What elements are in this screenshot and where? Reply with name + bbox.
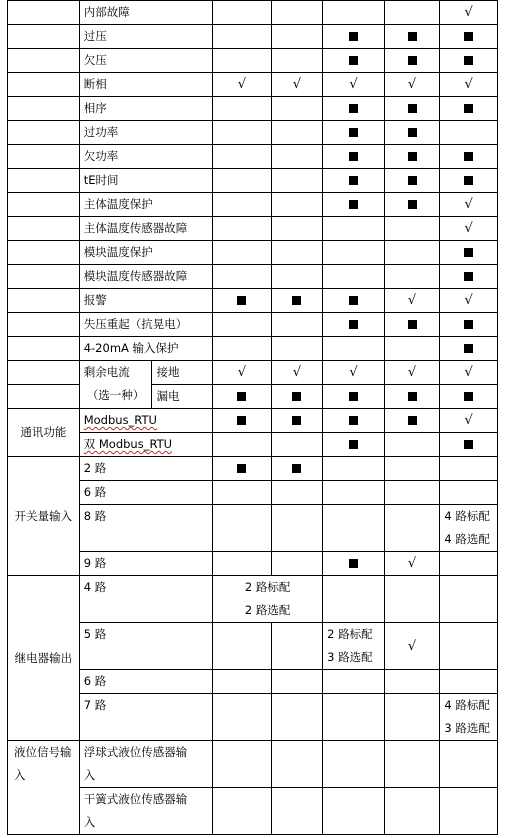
checkmark-icon: √	[407, 77, 417, 92]
filled-square-icon	[408, 152, 417, 161]
checkmark-icon: √	[407, 556, 417, 571]
note-cell: 4 路标配 4 路选配	[440, 505, 498, 552]
residual-label: 剩余电流 （选一种）	[79, 361, 152, 409]
checkmark-icon: √	[407, 638, 417, 654]
filled-square-icon	[408, 416, 417, 425]
mark-cell	[271, 169, 323, 193]
mark-cell	[440, 241, 498, 265]
filled-square-icon	[464, 152, 473, 161]
mark-cell	[323, 552, 385, 576]
row-label: 7 路	[79, 694, 212, 741]
mark-cell	[384, 121, 440, 145]
table-row	[8, 25, 498, 49]
mark-cell	[384, 505, 440, 552]
category-cell-empty	[8, 145, 80, 169]
mark-cell	[440, 217, 498, 241]
mark-cell	[440, 552, 498, 576]
table-row	[8, 49, 498, 73]
mark-cell	[213, 193, 272, 217]
mark-cell	[213, 433, 272, 457]
table-row	[8, 313, 498, 337]
table-row	[8, 97, 498, 121]
mark-cell	[271, 741, 323, 788]
mark-cell	[213, 289, 272, 313]
row-label: 干簧式液位传感器输 入	[79, 788, 212, 835]
filled-square-icon	[408, 392, 417, 401]
level-input-rows	[8, 741, 498, 835]
mark-cell	[213, 241, 272, 265]
mark-cell	[271, 788, 323, 835]
mark-cell	[213, 481, 272, 505]
table-row	[8, 217, 498, 241]
note-cell: 4 路标配 3 路选配	[440, 694, 498, 741]
mark-cell	[213, 121, 272, 145]
mark-cell	[323, 217, 385, 241]
filled-square-icon	[464, 176, 473, 185]
filled-square-icon	[292, 416, 301, 425]
filled-square-icon	[464, 392, 473, 401]
mark-cell	[213, 552, 272, 576]
row-label: 主体温度保护	[79, 193, 212, 217]
mark-cell	[213, 313, 272, 337]
mark-cell	[384, 169, 440, 193]
mark-cell	[323, 433, 385, 457]
mark-cell	[213, 265, 272, 289]
table-row	[8, 433, 498, 457]
table-row	[8, 265, 498, 289]
category-cell-empty	[8, 361, 80, 385]
mark-cell	[384, 623, 440, 670]
row-label: 断相	[79, 73, 212, 97]
residual-current-rows	[8, 361, 498, 409]
table-row	[8, 1, 498, 25]
mark-cell	[271, 241, 323, 265]
mark-cell	[440, 576, 498, 623]
mark-cell	[384, 289, 440, 313]
mark-cell	[271, 623, 323, 670]
mark-cell	[323, 670, 385, 694]
mark-cell	[213, 385, 272, 409]
checkmark-icon: √	[464, 5, 473, 20]
mark-cell	[384, 694, 440, 741]
row-label: 过功率	[79, 121, 212, 145]
filled-square-icon	[408, 128, 417, 137]
note-cell: 2 路标配 2 路选配	[213, 576, 323, 623]
mark-cell	[323, 481, 385, 505]
mark-cell	[323, 169, 385, 193]
checkmark-icon: √	[237, 77, 246, 92]
category-cell-empty	[8, 121, 80, 145]
mark-cell	[384, 385, 440, 409]
row-label: 模块温度保护	[79, 241, 212, 265]
filled-square-icon	[349, 200, 358, 209]
mark-cell	[323, 313, 385, 337]
category-cell-empty	[8, 193, 80, 217]
filled-square-icon	[349, 152, 358, 161]
mark-cell	[323, 788, 385, 835]
filled-square-icon	[408, 32, 417, 41]
row-label: 2 路	[79, 457, 212, 481]
category-cell-empty	[8, 385, 80, 409]
mark-cell	[384, 73, 440, 97]
filled-square-icon	[408, 176, 417, 185]
mark-cell	[323, 73, 385, 97]
row-label: 主体温度传感器故障	[79, 217, 212, 241]
table-row	[8, 576, 498, 623]
table-row	[8, 145, 498, 169]
mark-cell	[213, 457, 272, 481]
table-row	[8, 481, 498, 505]
mark-cell	[440, 25, 498, 49]
mark-cell	[271, 385, 323, 409]
checkmark-icon: √	[464, 413, 473, 428]
filled-square-icon	[237, 416, 246, 425]
switch-input-rows	[8, 457, 498, 576]
category-cell-empty	[8, 313, 80, 337]
mark-cell	[440, 788, 498, 835]
filled-square-icon	[464, 344, 473, 353]
mark-cell	[440, 145, 498, 169]
filled-square-icon	[349, 559, 358, 568]
mark-cell	[323, 505, 385, 552]
filled-square-icon	[237, 464, 246, 473]
filled-square-icon	[349, 320, 358, 329]
category-level-input: 液位信号输入	[8, 741, 80, 835]
filled-square-icon	[237, 296, 246, 305]
mark-cell	[323, 289, 385, 313]
row-label: 6 路	[79, 481, 212, 505]
mark-cell	[384, 145, 440, 169]
row-label: 欠功率	[79, 145, 212, 169]
residual-sub-label: 漏电	[152, 385, 213, 409]
row-label: 失压重起（抗晃电）	[79, 313, 212, 337]
table-row	[8, 694, 498, 741]
mark-cell	[213, 49, 272, 73]
mark-cell	[323, 25, 385, 49]
mark-cell	[384, 97, 440, 121]
filled-square-icon	[349, 56, 358, 65]
mark-cell	[440, 361, 498, 385]
mark-cell	[440, 337, 498, 361]
mark-cell	[384, 552, 440, 576]
mark-cell	[440, 623, 498, 670]
mark-cell	[271, 313, 323, 337]
filled-square-icon	[464, 272, 473, 281]
mark-cell	[440, 670, 498, 694]
mark-cell	[271, 361, 323, 385]
mark-cell	[271, 25, 323, 49]
mark-cell	[440, 385, 498, 409]
mark-cell	[323, 337, 385, 361]
row-label: Modbus_RTU	[79, 409, 212, 433]
row-label: 4-20mA 输入保护	[79, 337, 212, 361]
mark-cell	[271, 49, 323, 73]
mark-cell	[271, 481, 323, 505]
mark-cell	[384, 481, 440, 505]
mark-cell	[384, 49, 440, 73]
row-label: 模块温度传感器故障	[79, 265, 212, 289]
mark-cell	[384, 313, 440, 337]
filled-square-icon	[292, 296, 301, 305]
spec-table	[7, 0, 498, 835]
filled-square-icon	[464, 56, 473, 65]
category-cell-empty	[8, 97, 80, 121]
filled-square-icon	[349, 176, 358, 185]
mark-cell	[271, 289, 323, 313]
filled-square-icon	[464, 32, 473, 41]
category-cell-empty	[8, 217, 80, 241]
mark-cell	[213, 409, 272, 433]
filled-square-icon	[237, 392, 246, 401]
communication-rows	[8, 409, 498, 457]
table-row	[8, 241, 498, 265]
row-label: 8 路	[79, 505, 212, 552]
mark-cell	[213, 694, 272, 741]
mark-cell	[384, 576, 440, 623]
mark-cell	[323, 694, 385, 741]
filled-square-icon	[349, 440, 358, 449]
category-cell-empty	[8, 49, 80, 73]
mark-cell	[323, 145, 385, 169]
mark-cell	[323, 193, 385, 217]
mark-cell	[213, 670, 272, 694]
mark-cell	[440, 481, 498, 505]
mark-cell	[271, 409, 323, 433]
mark-cell	[440, 193, 498, 217]
category-cell-empty	[8, 1, 80, 25]
table-row	[8, 670, 498, 694]
mark-cell	[271, 265, 323, 289]
mark-cell	[271, 193, 323, 217]
category-cell-empty	[8, 73, 80, 97]
mark-cell	[384, 241, 440, 265]
mark-cell	[440, 73, 498, 97]
mark-cell	[384, 741, 440, 788]
category-cell-empty	[8, 265, 80, 289]
note-cell: 2 路标配 3 路选配	[323, 623, 385, 670]
checkmark-icon: √	[407, 365, 417, 380]
checkmark-icon: √	[349, 77, 358, 92]
mark-cell	[440, 741, 498, 788]
mark-cell	[271, 73, 323, 97]
mark-cell	[384, 193, 440, 217]
table-row	[8, 337, 498, 361]
category-cell-empty	[8, 241, 80, 265]
filled-square-icon	[464, 320, 473, 329]
row-label: 6 路	[79, 670, 212, 694]
filled-square-icon	[464, 104, 473, 113]
mark-cell	[213, 73, 272, 97]
row-label: 5 路	[79, 623, 212, 670]
mark-cell	[213, 169, 272, 193]
filled-square-icon	[408, 56, 417, 65]
mark-cell	[213, 505, 272, 552]
mark-cell	[271, 337, 323, 361]
mark-cell	[213, 337, 272, 361]
filled-square-icon	[464, 440, 473, 449]
mark-cell	[323, 361, 385, 385]
mark-cell	[323, 121, 385, 145]
mark-cell	[440, 121, 498, 145]
mark-cell	[271, 121, 323, 145]
mark-cell	[271, 1, 323, 25]
table-row	[8, 409, 498, 433]
mark-cell	[271, 670, 323, 694]
row-label: 相序	[79, 97, 212, 121]
mark-cell	[440, 265, 498, 289]
mark-cell	[440, 169, 498, 193]
table-row	[8, 741, 498, 788]
filled-square-icon	[292, 464, 301, 473]
checkmark-icon: √	[292, 365, 302, 380]
mark-cell	[384, 457, 440, 481]
mark-cell	[213, 217, 272, 241]
mark-cell	[213, 361, 272, 385]
mark-cell	[213, 145, 272, 169]
mark-cell	[384, 1, 440, 25]
mark-cell	[440, 457, 498, 481]
mark-cell	[440, 313, 498, 337]
checkmark-icon: √	[464, 293, 473, 308]
mark-cell	[323, 457, 385, 481]
mark-cell	[213, 788, 272, 835]
mark-cell	[213, 741, 272, 788]
row-label: 欠压	[79, 49, 212, 73]
mark-cell	[323, 265, 385, 289]
category-cell-empty	[8, 337, 80, 361]
mark-cell	[440, 49, 498, 73]
mark-cell	[323, 385, 385, 409]
category-cell-empty	[8, 289, 80, 313]
mark-cell	[271, 552, 323, 576]
category-switch-input: 开关量输入	[8, 457, 80, 576]
checkmark-icon: √	[237, 365, 246, 380]
table-row	[8, 169, 498, 193]
filled-square-icon	[408, 104, 417, 113]
mark-cell	[384, 361, 440, 385]
mark-cell	[440, 289, 498, 313]
checkmark-icon: √	[407, 293, 417, 308]
mark-cell	[323, 49, 385, 73]
mark-cell	[384, 433, 440, 457]
mark-cell	[323, 97, 385, 121]
row-label: 4 路	[79, 576, 212, 623]
table-row	[8, 289, 498, 313]
table-row	[8, 623, 498, 670]
table-row	[8, 73, 498, 97]
filled-square-icon	[349, 296, 358, 305]
mark-cell	[213, 25, 272, 49]
mark-cell	[384, 337, 440, 361]
row-label: 报警	[79, 289, 212, 313]
mark-cell	[271, 505, 323, 552]
mark-cell	[384, 217, 440, 241]
filled-square-icon	[349, 32, 358, 41]
mark-cell	[323, 576, 385, 623]
category-cell-empty	[8, 25, 80, 49]
checkmark-icon: √	[464, 365, 473, 380]
mark-cell	[213, 623, 272, 670]
mark-cell	[271, 217, 323, 241]
mark-cell	[323, 741, 385, 788]
filled-square-icon	[349, 104, 358, 113]
mark-cell	[271, 694, 323, 741]
row-label: 9 路	[79, 552, 212, 576]
mark-cell	[440, 1, 498, 25]
checkmark-icon: √	[464, 221, 473, 236]
table-row	[8, 788, 498, 835]
mark-cell	[213, 97, 272, 121]
row-label: 双 Modbus_RTU	[79, 433, 212, 457]
table-row	[8, 193, 498, 217]
filled-square-icon	[464, 248, 473, 257]
mark-cell	[323, 1, 385, 25]
mark-cell	[323, 241, 385, 265]
mark-cell	[271, 97, 323, 121]
filled-square-icon	[408, 200, 417, 209]
mark-cell	[440, 97, 498, 121]
row-label: 内部故障	[79, 1, 212, 25]
mark-cell	[271, 457, 323, 481]
residual-sub-label: 接地	[152, 361, 213, 385]
filled-square-icon	[349, 416, 358, 425]
category-cell-empty	[8, 169, 80, 193]
category-communication: 通讯功能	[8, 409, 80, 457]
row-label: 浮球式液位传感器输 入	[79, 741, 212, 788]
mark-cell	[323, 409, 385, 433]
mark-cell	[384, 670, 440, 694]
table-row	[8, 457, 498, 481]
mark-cell	[384, 788, 440, 835]
checkmark-icon: √	[464, 77, 473, 92]
relay-output-rows	[8, 576, 498, 741]
table-row	[8, 552, 498, 576]
mark-cell	[384, 409, 440, 433]
mark-cell	[384, 25, 440, 49]
mark-cell	[384, 265, 440, 289]
checkmark-icon: √	[292, 77, 302, 92]
mark-cell	[271, 145, 323, 169]
table-row	[8, 505, 498, 552]
category-relay-output: 继电器输出	[8, 576, 80, 741]
filled-square-icon	[349, 392, 358, 401]
checkmark-icon: √	[464, 197, 473, 212]
mark-cell	[213, 1, 272, 25]
table-row	[8, 361, 498, 385]
mark-cell	[440, 409, 498, 433]
table-row	[8, 121, 498, 145]
filled-square-icon	[408, 320, 417, 329]
row-label: 过压	[79, 25, 212, 49]
filled-square-icon	[349, 128, 358, 137]
mark-cell	[271, 433, 323, 457]
filled-square-icon	[292, 392, 301, 401]
checkmark-icon: √	[349, 365, 358, 380]
row-label: tE时间	[79, 169, 212, 193]
mark-cell	[440, 433, 498, 457]
protection-rows	[8, 1, 498, 361]
